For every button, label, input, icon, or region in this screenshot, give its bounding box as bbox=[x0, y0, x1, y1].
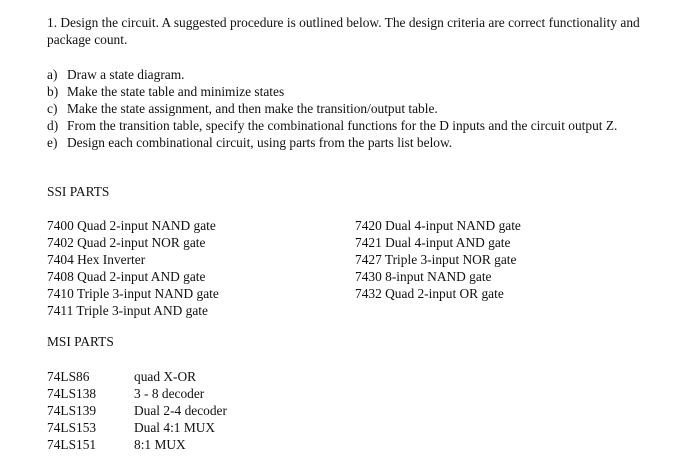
part-item: 7404 Hex Inverter bbox=[47, 252, 146, 267]
part-description: Dual 2-4 decoder bbox=[134, 403, 227, 418]
step-text: Make the state table and minimize states bbox=[67, 84, 285, 99]
step-item bbox=[47, 66, 647, 83]
step-text: Design each combinational circuit, using parts from the parts list below. bbox=[67, 135, 453, 150]
part-code: 74LS138 bbox=[47, 386, 97, 401]
part-code: 74LS151 bbox=[47, 437, 97, 452]
part-item: 7402 Quad 2-input NOR gate bbox=[47, 235, 206, 250]
step-text: Make the state assignment, and then make the transition/output table. bbox=[67, 101, 438, 116]
step-letter: b) bbox=[47, 84, 59, 99]
table-row bbox=[47, 436, 227, 453]
step-letter: a) bbox=[47, 67, 58, 82]
table-row bbox=[47, 368, 227, 385]
problem-statement: 1. Design the circuit. A suggested procedure is outlined below. The design criteria are correct functionality and package count. bbox=[47, 15, 640, 47]
procedure-steps bbox=[47, 66, 647, 151]
step-item bbox=[47, 100, 647, 117]
msi-parts-table bbox=[47, 368, 227, 453]
part-code: 74LS86 bbox=[47, 369, 90, 384]
part-description: quad X-OR bbox=[134, 369, 197, 384]
step-item bbox=[47, 134, 647, 151]
ssi-parts-left-column bbox=[47, 217, 219, 319]
table-row bbox=[47, 419, 227, 436]
part-description: Dual 4:1 MUX bbox=[134, 420, 216, 435]
part-item: 7400 Quad 2-input NAND gate bbox=[47, 218, 216, 233]
part-item: 7430 8-input NAND gate bbox=[355, 269, 492, 284]
table-row bbox=[47, 402, 227, 419]
msi-parts-heading: MSI PARTS bbox=[47, 334, 114, 349]
part-description: 8:1 MUX bbox=[134, 437, 186, 452]
step-item bbox=[47, 83, 647, 100]
ssi-parts-right-column bbox=[355, 217, 521, 302]
step-text: From the transition table, specify the combinational functions for the D inputs and the circuit output Z. bbox=[67, 118, 618, 133]
part-item: 7408 Quad 2-input AND gate bbox=[47, 269, 206, 284]
part-item: 7432 Quad 2-input OR gate bbox=[355, 286, 504, 301]
step-letter: d) bbox=[47, 118, 59, 133]
part-item: 7410 Triple 3-input NAND gate bbox=[47, 286, 219, 301]
part-code: 74LS139 bbox=[47, 403, 97, 418]
part-code: 74LS153 bbox=[47, 420, 97, 435]
step-item bbox=[47, 117, 647, 134]
ssi-parts-heading: SSI PARTS bbox=[47, 184, 110, 199]
part-description: 3 - 8 decoder bbox=[134, 386, 205, 401]
part-item: 7427 Triple 3-input NOR gate bbox=[355, 252, 517, 267]
part-item: 7420 Dual 4-input NAND gate bbox=[355, 218, 521, 233]
part-item: 7411 Triple 3-input AND gate bbox=[47, 303, 208, 318]
step-letter: e) bbox=[47, 135, 58, 150]
table-row bbox=[47, 385, 227, 402]
part-item: 7421 Dual 4-input AND gate bbox=[355, 235, 511, 250]
step-letter: c) bbox=[47, 101, 58, 116]
step-text: Draw a state diagram. bbox=[67, 67, 185, 82]
